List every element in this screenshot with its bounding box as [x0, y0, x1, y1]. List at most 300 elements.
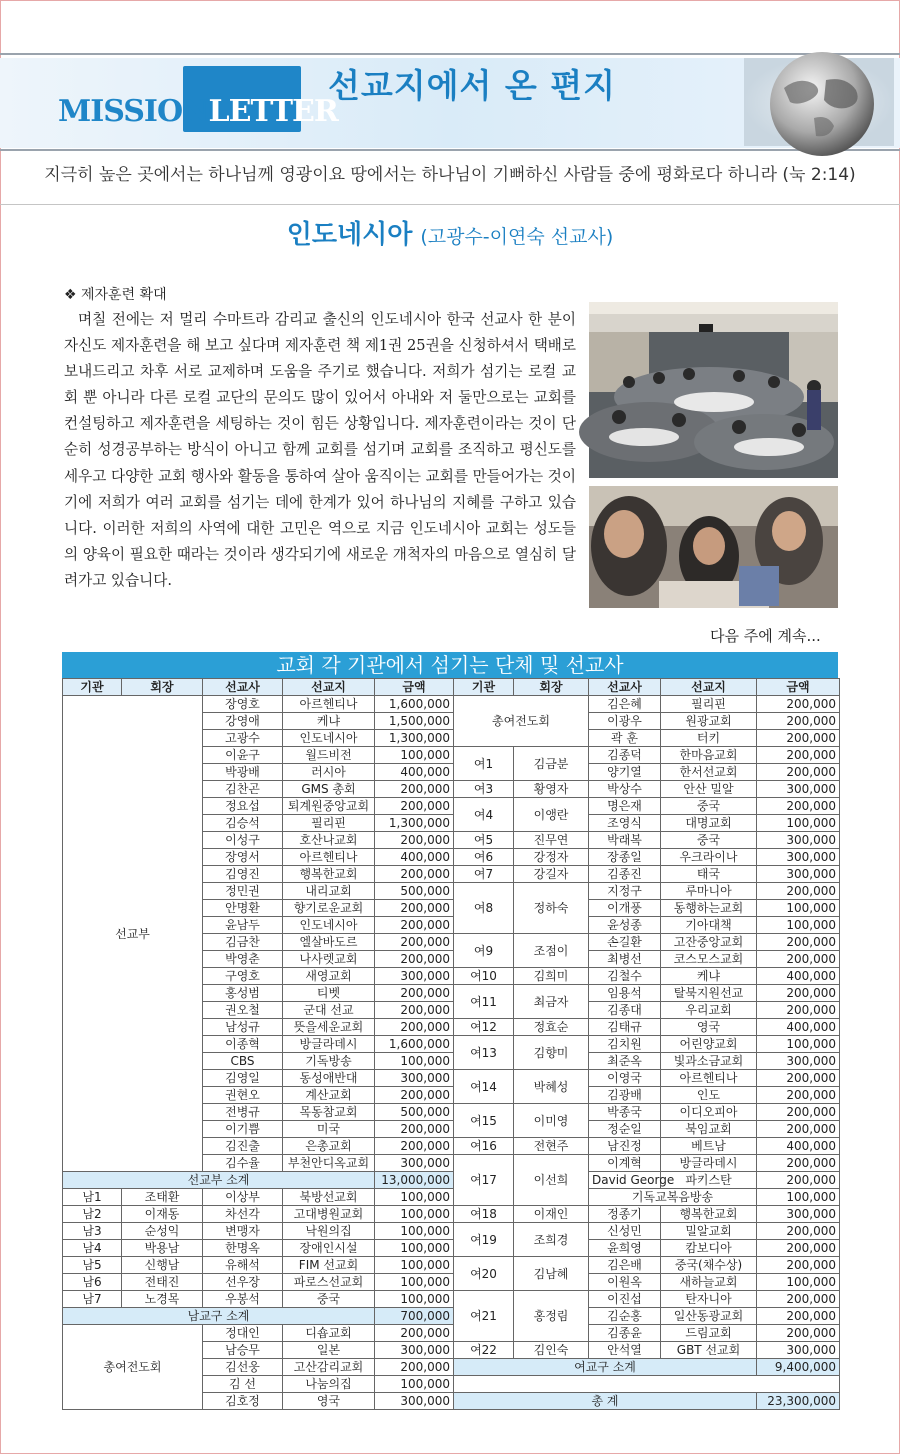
text-cell: 남6 [63, 1274, 122, 1291]
col-header: 선교지 [283, 679, 375, 696]
field-cell: 케냐 [283, 713, 375, 730]
head-cell: 황영자 [514, 781, 589, 798]
org-cell: 여11 [454, 985, 514, 1019]
amount-cell: 100,000 [757, 815, 840, 832]
org-cell: 여10 [454, 968, 514, 985]
head-cell: 강길자 [514, 866, 589, 883]
missionary-cell: 정요섭 [203, 798, 283, 815]
amount-cell: 100,000 [375, 1206, 454, 1223]
field-cell: 계산교회 [283, 1087, 375, 1104]
subtotal-value: 700,000 [375, 1308, 454, 1325]
amount-cell: 300,000 [757, 1053, 840, 1070]
field-cell: 군대 선교 [283, 1002, 375, 1019]
field-cell: 호산나교회 [283, 832, 375, 849]
head-cell: 정하숙 [514, 883, 589, 934]
org-cell: 여22 [454, 1342, 514, 1359]
col-header: 선교사 [589, 679, 661, 696]
text-cell: 낙원의집 [283, 1223, 375, 1240]
text-cell: 남5 [63, 1257, 122, 1274]
field-cell: 캄보디아 [661, 1240, 757, 1257]
org-cell: 여13 [454, 1036, 514, 1070]
table-row [63, 1172, 840, 1189]
missionary-cell: 김철수 [589, 968, 661, 985]
field-cell: 필리핀 [661, 696, 757, 713]
head-cell: 김남혜 [514, 1257, 589, 1291]
amount-cell: 300,000 [757, 866, 840, 883]
amount-cell: 200,000 [757, 1223, 840, 1240]
missionary-cell: 이계혁 [589, 1155, 661, 1172]
missionary-cell: 김호정 [203, 1393, 283, 1410]
missionary-cell: 손길환 [589, 934, 661, 951]
amount-cell: 100,000 [757, 900, 840, 917]
field-cell: 북임교회 [661, 1121, 757, 1138]
missionary-cell: 정종기 [589, 1206, 661, 1223]
amount-cell: 1,300,000 [375, 815, 454, 832]
field-cell: 중국 [661, 832, 757, 849]
missionary-cell: 고광수 [203, 730, 283, 747]
field-cell: 안산 밀알 [661, 781, 757, 798]
text-cell: 이재동 [122, 1206, 203, 1223]
text-cell: 전태진 [122, 1274, 203, 1291]
org-cell: 여12 [454, 1019, 514, 1036]
amount-cell: 200,000 [757, 798, 840, 815]
text-cell: FIM 선교회 [283, 1257, 375, 1274]
org-cell: 여21 [454, 1291, 514, 1342]
field-cell: 탄자니아 [661, 1291, 757, 1308]
missionary-cell: 조영식 [589, 815, 661, 832]
amount-cell: 300,000 [757, 849, 840, 866]
table-row [63, 1308, 840, 1325]
org-cell: 여14 [454, 1070, 514, 1104]
field-cell: 나사렛교회 [283, 951, 375, 968]
amount-cell: 100,000 [375, 1257, 454, 1274]
head-cell: 이재인 [514, 1206, 589, 1223]
missionary-cell: 명은재 [589, 798, 661, 815]
missionary-cell: 김종진 [589, 866, 661, 883]
article-body-text: 며칠 전에는 저 멀리 수마트라 감리교 출신의 인도네시아 한국 선교사 한 분이 자신도 제자훈련을 해 보고 싶다며 제자훈련 책 제1권 25권을 신청하셔서 택배로 보내드리고 차후 서로 교제하며 도움을 주기로 했습니다. 저희가 섬기는 로컬 교회 뿐 아니라 다른 로컬 교단의 문의도 많이 있어서 아내와 저 둘만으로는 교회를 컨설팅하고 제자훈련을 세팅하는 것이 힘든 상황입니다. 제자훈련이라는 것이 단순히 성경공부하는 방식이 아니고 함께 교회를 섬기며 교회를 조직하고 평신도를 세우고 다양한 교회 행사와 활동을 통하여 살아 움직이는 교회를 만들어가는 것이기에 저희가 여러 교회를 섬기는 데에 한계가 있어 하나님의 지혜를 구하고 있습니다. 이러한 저희의 사역에 대한 고민은 역으로 지금 인도네시아 교회는 성도들의 양육이 필요한 때라는 것이라 생각되기에 새로운 개척자의 마음으로 열심히 달려가고 있습니다. [64, 311, 576, 589]
missionary-cell: 김 선 [203, 1376, 283, 1393]
head-cell: 김희미 [514, 968, 589, 985]
amount-cell: 200,000 [757, 1121, 840, 1138]
missionary-cell: 기독교복음방송 [589, 1189, 757, 1206]
field-cell: 밀알교회 [661, 1223, 757, 1240]
table-row [63, 1257, 840, 1274]
missionary-cell: 이개풍 [589, 900, 661, 917]
field-cell: 빛과소금교회 [661, 1053, 757, 1070]
missionary-cell: 장영호 [203, 696, 283, 713]
org-cell: 여20 [454, 1257, 514, 1291]
missionary-cell: 이영국 [589, 1070, 661, 1087]
field-cell: 기독방송 [283, 1053, 375, 1070]
missionary-cell: 정대인 [203, 1325, 283, 1342]
field-cell: 방글라데시 [661, 1155, 757, 1172]
missionary-cell: 윤남두 [203, 917, 283, 934]
missionary-cell: 김종윤 [589, 1325, 661, 1342]
org-cell: 여17 [454, 1155, 514, 1206]
missionary-cell: 이윤구 [203, 747, 283, 764]
missionary-cell: 이원옥 [589, 1274, 661, 1291]
text-cell: 한명옥 [203, 1240, 283, 1257]
field-cell: 고산감리교회 [283, 1359, 375, 1376]
amount-cell: 400,000 [375, 764, 454, 781]
text-cell: 파로스선교회 [283, 1274, 375, 1291]
text-cell: 노경목 [122, 1291, 203, 1308]
missionary-cell: 김진출 [203, 1138, 283, 1155]
missionary-cell: 남진정 [589, 1138, 661, 1155]
head-cell: 최금자 [514, 985, 589, 1019]
missionary-cell: 최병선 [589, 951, 661, 968]
amount-cell: 200,000 [375, 1325, 454, 1342]
text-cell: 남7 [63, 1291, 122, 1308]
page-title: 선교지에서 온 편지 [328, 66, 617, 105]
head-cell: 조점이 [514, 934, 589, 968]
missionary-cell: 김순홍 [589, 1308, 661, 1325]
table-title: 교회 각 기관에서 섬기는 단체 및 선교사 [62, 652, 838, 678]
amount-cell: 200,000 [757, 985, 840, 1002]
col-header: 기관 [454, 679, 514, 696]
amount-cell: 1,600,000 [375, 1036, 454, 1053]
field-cell: 기아대책 [661, 917, 757, 934]
amount-cell: 200,000 [375, 1138, 454, 1155]
org-cell: 여19 [454, 1223, 514, 1257]
amount-cell: 400,000 [757, 1019, 840, 1036]
continued-note: 다음 주에 계속... [710, 627, 821, 645]
org-cell: 여18 [454, 1206, 514, 1223]
amount-cell: 1,600,000 [375, 696, 454, 713]
missionary-cell: 남승무 [203, 1342, 283, 1359]
missionary-cell: 안석열 [589, 1342, 661, 1359]
field-cell: 베트남 [661, 1138, 757, 1155]
head-cell: 김인숙 [514, 1342, 589, 1359]
subtotal-value: 13,000,000 [375, 1172, 454, 1189]
article-body [64, 307, 576, 594]
org-cell: 여1 [454, 747, 514, 781]
amount-cell: 200,000 [757, 883, 840, 900]
missionary-cell: 박영춘 [203, 951, 283, 968]
head-cell: 홍정림 [514, 1291, 589, 1342]
logo-part2: LETTER [208, 94, 338, 129]
amount-cell: 200,000 [375, 951, 454, 968]
amount-cell: 300,000 [757, 781, 840, 798]
missionary-cell: 정순일 [589, 1121, 661, 1138]
field-cell: 한서선교회 [661, 764, 757, 781]
logo-part1: MISSION [58, 94, 209, 129]
missionary-cell: 윤희영 [589, 1240, 661, 1257]
amount-cell: 200,000 [375, 781, 454, 798]
missionary-cell: 김영일 [203, 1070, 283, 1087]
amount-cell: 200,000 [757, 1104, 840, 1121]
amount-cell: 500,000 [375, 1104, 454, 1121]
org-cell: 여15 [454, 1104, 514, 1138]
field-cell: 아르헨티나 [661, 1070, 757, 1087]
field-cell: 동성애반대 [283, 1070, 375, 1087]
missionary-cell: 이성구 [203, 832, 283, 849]
text-cell: 장애인시설 [283, 1240, 375, 1257]
head-cell: 강정자 [514, 849, 589, 866]
field-cell: 티벳 [283, 985, 375, 1002]
amount-cell: 100,000 [375, 1376, 454, 1393]
amount-cell: 100,000 [375, 747, 454, 764]
amount-cell: 200,000 [375, 1087, 454, 1104]
amount-cell: 200,000 [757, 951, 840, 968]
table-row [63, 1325, 840, 1342]
amount-cell: 100,000 [375, 1274, 454, 1291]
missionary-cell: 김은배 [589, 1257, 661, 1274]
amount-cell: 200,000 [757, 696, 840, 713]
amount-cell: 300,000 [375, 968, 454, 985]
amount-cell: 200,000 [375, 1019, 454, 1036]
missionary-cell: 김금찬 [203, 934, 283, 951]
missionary-cell: 김태규 [589, 1019, 661, 1036]
missionary-cell: 김수율 [203, 1155, 283, 1172]
amount-cell: 200,000 [375, 917, 454, 934]
amount-cell: 100,000 [757, 1189, 840, 1206]
field-cell: 필리핀 [283, 815, 375, 832]
field-cell: 나눔의집 [283, 1376, 375, 1393]
field-cell: 드림교회 [661, 1325, 757, 1342]
missionary-cell: 이기쁨 [203, 1121, 283, 1138]
amount-cell: 200,000 [757, 1240, 840, 1257]
field-cell: 뜻을세운교회 [283, 1019, 375, 1036]
field-cell: 일산동광교회 [661, 1308, 757, 1325]
missionary-cell: 전병규 [203, 1104, 283, 1121]
amount-cell: 500,000 [375, 883, 454, 900]
amount-cell: 200,000 [757, 1257, 840, 1274]
field-cell: 이디오피아 [661, 1104, 757, 1121]
col-header: 금액 [375, 679, 454, 696]
text-cell: 중국 [283, 1291, 375, 1308]
field-cell: 퇴계원중앙교회 [283, 798, 375, 815]
amount-cell: 200,000 [757, 713, 840, 730]
section-title: ❖ 제자훈련 확대 [64, 287, 167, 303]
field-cell: 인도 [661, 1087, 757, 1104]
text-cell: 이상부 [203, 1189, 283, 1206]
amount-cell: 300,000 [757, 1206, 840, 1223]
field-cell: GBT 선교회 [661, 1342, 757, 1359]
grand-total-value: 23,300,000 [757, 1393, 840, 1410]
amount-cell: 200,000 [375, 900, 454, 917]
globe-image [744, 58, 894, 146]
amount-cell: 400,000 [375, 849, 454, 866]
field-cell: 은총교회 [283, 1138, 375, 1155]
missionary-cell: 안명환 [203, 900, 283, 917]
missionary-cell: 김승석 [203, 815, 283, 832]
missionary-cell: 박래복 [589, 832, 661, 849]
table-row [63, 1223, 840, 1240]
field-cell: 내리교회 [283, 883, 375, 900]
amount-cell: 300,000 [375, 1155, 454, 1172]
missionary-cell: 김찬곤 [203, 781, 283, 798]
head-cell: 조희경 [514, 1223, 589, 1257]
field-cell: GMS 총회 [283, 781, 375, 798]
missionary-cell: 김종덕 [589, 747, 661, 764]
amount-cell: 200,000 [757, 1325, 840, 1342]
missionary-cell: 홍성범 [203, 985, 283, 1002]
missionary-cell: 장종일 [589, 849, 661, 866]
col-header: 선교사 [203, 679, 283, 696]
text-cell: 유해석 [203, 1257, 283, 1274]
field-cell: 방글라데시 [283, 1036, 375, 1053]
amount-cell: 200,000 [757, 1172, 840, 1189]
missionary-cell: 이종혁 [203, 1036, 283, 1053]
field-cell: 일본 [283, 1342, 375, 1359]
text-cell: 조태환 [122, 1189, 203, 1206]
amount-cell: 200,000 [375, 985, 454, 1002]
field-cell: 중국(채수상) [661, 1257, 757, 1274]
amount-cell: 200,000 [757, 1087, 840, 1104]
field-cell: 파키스탄 [661, 1172, 757, 1189]
amount-cell: 200,000 [757, 1070, 840, 1087]
field-cell: 행복한교회 [661, 1206, 757, 1223]
table-row [63, 1206, 840, 1223]
head-cell: 박혜성 [514, 1070, 589, 1104]
text-cell: 차선각 [203, 1206, 283, 1223]
amount-cell: 200,000 [757, 1308, 840, 1325]
missionary-cell: 이진섭 [589, 1291, 661, 1308]
org-cell: 여9 [454, 934, 514, 968]
missionary-cell: 박광배 [203, 764, 283, 781]
amount-cell: 300,000 [375, 1393, 454, 1410]
amount-cell: 300,000 [375, 1070, 454, 1087]
divider [0, 204, 900, 205]
field-cell: 엘살바도르 [283, 934, 375, 951]
missionary-cell: 임용석 [589, 985, 661, 1002]
empty-cell [454, 1376, 840, 1393]
col-header: 기관 [63, 679, 122, 696]
field-cell: 목동참교회 [283, 1104, 375, 1121]
amount-cell: 100,000 [375, 1291, 454, 1308]
field-cell: 대명교회 [661, 815, 757, 832]
amount-cell: 100,000 [375, 1189, 454, 1206]
missionary-cell: 신성민 [589, 1223, 661, 1240]
field-cell: 새하늘교회 [661, 1274, 757, 1291]
missionary-cell: 이광우 [589, 713, 661, 730]
org-cell: 여6 [454, 849, 514, 866]
amount-cell: 200,000 [757, 730, 840, 747]
field-cell: 부천안디옥교회 [283, 1155, 375, 1172]
field-cell: 루마니아 [661, 883, 757, 900]
missionary-cell: 양기열 [589, 764, 661, 781]
field-cell: 월드비전 [283, 747, 375, 764]
amount-cell: 300,000 [757, 832, 840, 849]
header-bottom-rule [0, 149, 900, 151]
head-cell: 이선희 [514, 1155, 589, 1206]
field-cell: 터키 [661, 730, 757, 747]
amount-cell: 100,000 [757, 1274, 840, 1291]
amount-cell: 200,000 [375, 798, 454, 815]
text-cell: 순성익 [122, 1223, 203, 1240]
missionary-cell: 박종국 [589, 1104, 661, 1121]
amount-cell: 300,000 [757, 1342, 840, 1359]
org-cell: 여7 [454, 866, 514, 883]
subtotal-label: 남교구 소계 [63, 1308, 375, 1325]
field-cell: 러시아 [283, 764, 375, 781]
field-cell: 영국 [283, 1393, 375, 1410]
amount-cell: 200,000 [375, 866, 454, 883]
text-cell: 북방선교회 [283, 1189, 375, 1206]
table-row [63, 1240, 840, 1257]
org-cell: 여16 [454, 1138, 514, 1155]
field-cell: 우크라이나 [661, 849, 757, 866]
col-header: 회장 [122, 679, 203, 696]
amount-cell: 100,000 [375, 1053, 454, 1070]
org-cell: 여5 [454, 832, 514, 849]
org-cell: 여3 [454, 781, 514, 798]
field-cell: 케냐 [661, 968, 757, 985]
missionary-cell: 김은혜 [589, 696, 661, 713]
photo-training-hall [589, 302, 838, 478]
missionary-cell: 구영호 [203, 968, 283, 985]
missionary-cell: 박상수 [589, 781, 661, 798]
amount-cell: 200,000 [757, 764, 840, 781]
missionary-names: (고광수-이연숙 선교사) [420, 226, 614, 248]
missionary-cell: 권현오 [203, 1087, 283, 1104]
table-row [63, 1291, 840, 1308]
field-cell: 어린양교회 [661, 1036, 757, 1053]
text-cell: 남2 [63, 1206, 122, 1223]
head-cell: 정효순 [514, 1019, 589, 1036]
text-cell: 우봉석 [203, 1291, 283, 1308]
group-label: 선교부 [63, 696, 203, 1172]
amount-cell: 100,000 [757, 1036, 840, 1053]
text-cell: 신행남 [122, 1257, 203, 1274]
field-cell: 인도네시아 [283, 917, 375, 934]
col-header: 금액 [757, 679, 840, 696]
text-cell: 선우장 [203, 1274, 283, 1291]
head-cell: 이앵란 [514, 798, 589, 832]
missionary-cell: 남성규 [203, 1019, 283, 1036]
subtotal-value: 9,400,000 [757, 1359, 840, 1376]
missionary-cell: 강영애 [203, 713, 283, 730]
missionary-cell: 곽 훈 [589, 730, 661, 747]
field-cell: 한마음교회 [661, 747, 757, 764]
header-top-rule [0, 53, 900, 55]
amount-cell: 200,000 [375, 1359, 454, 1376]
missionary-cell: CBS [203, 1053, 283, 1070]
amount-cell: 200,000 [757, 1291, 840, 1308]
amount-cell: 200,000 [375, 1121, 454, 1138]
missionary-cell: David George [589, 1172, 661, 1189]
field-cell: 아르헨티나 [283, 696, 375, 713]
article-heading [0, 214, 900, 251]
field-cell: 영국 [661, 1019, 757, 1036]
head-cell: 이미영 [514, 1104, 589, 1138]
missionary-cell: 김치원 [589, 1036, 661, 1053]
amount-cell: 200,000 [757, 1002, 840, 1019]
text-cell: 남4 [63, 1240, 122, 1257]
missionary-cell: 최준옥 [589, 1053, 661, 1070]
text-cell: 박용남 [122, 1240, 203, 1257]
amount-cell: 1,300,000 [375, 730, 454, 747]
field-cell: 디숍교회 [283, 1325, 375, 1342]
field-cell: 탈북지원선교 [661, 985, 757, 1002]
grand-total-label: 총 계 [454, 1393, 757, 1410]
amount-cell: 200,000 [375, 934, 454, 951]
head-cell: 진무연 [514, 832, 589, 849]
amount-cell: 200,000 [375, 832, 454, 849]
field-cell: 인도네시아 [283, 730, 375, 747]
missionary-cell: 김종대 [589, 1002, 661, 1019]
field-cell: 중국 [661, 798, 757, 815]
table-row [63, 696, 840, 713]
amount-cell: 1,500,000 [375, 713, 454, 730]
text-cell: 남1 [63, 1189, 122, 1206]
col-header: 회장 [514, 679, 589, 696]
field-cell: 아르헨티나 [283, 849, 375, 866]
missionary-cell: 김영진 [203, 866, 283, 883]
text-cell: 변맹자 [203, 1223, 283, 1240]
field-cell: 원광교회 [661, 713, 757, 730]
